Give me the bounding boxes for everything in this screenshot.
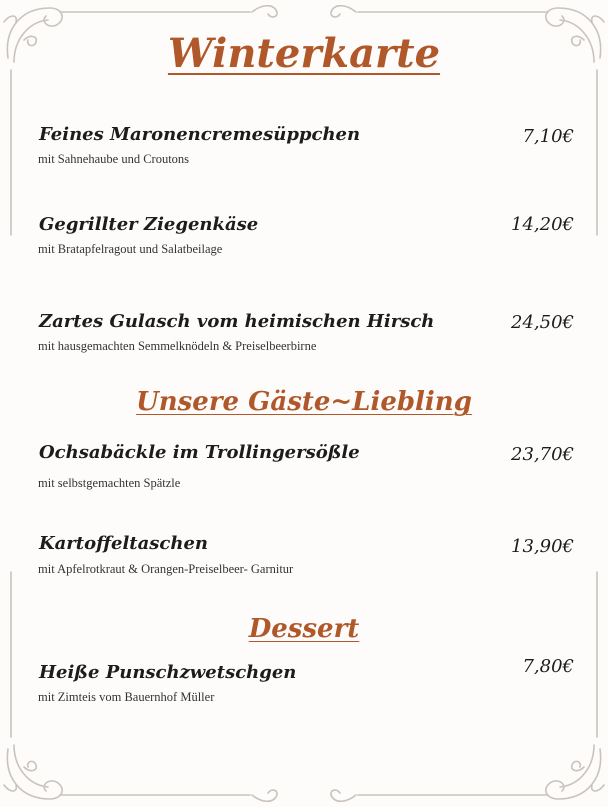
dish-description: mit Apfelrotkraut & Orangen-Preiselbeer- Garnitur xyxy=(38,562,294,576)
dish-name: Zartes Gulasch vom heimischen Hirsch xyxy=(39,311,435,332)
dish-name: Feines Maronencremesüppchen xyxy=(39,124,361,145)
section-heading-favorites: Unsere Gäste~Liebling xyxy=(136,387,472,417)
dish-description: mit Sahnehaube und Croutons xyxy=(38,152,190,166)
dish-name: Gegrillter Ziegenkäse xyxy=(39,214,259,235)
dish-name: Ochsabäckle im Trollingersößle xyxy=(39,442,360,463)
dish-price: 23,70€ xyxy=(511,444,574,465)
dish-price: 14,20€ xyxy=(511,214,574,235)
dish-price: 24,50€ xyxy=(511,312,574,333)
dish-price: 13,90€ xyxy=(511,536,574,557)
dish-price: 7,80€ xyxy=(522,656,574,677)
dish-description: mit selbstgemachten Spätzle xyxy=(38,476,181,490)
section-heading-dessert: Dessert xyxy=(248,614,360,644)
dish-name: Kartoffeltaschen xyxy=(39,533,208,554)
dish-price: 7,10€ xyxy=(522,126,574,147)
menu-title: Winterkarte xyxy=(167,30,441,77)
dish-description: mit hausgemachten Semmelknödeln & Preiselbeerbirne xyxy=(38,339,317,353)
dish-name: Heiße Punschzwetschgen xyxy=(39,662,297,683)
dish-description: mit Bratapfelragout und Salatbeilage xyxy=(38,242,223,256)
dish-description: mit Zimteis vom Bauernhof Müller xyxy=(38,690,215,704)
